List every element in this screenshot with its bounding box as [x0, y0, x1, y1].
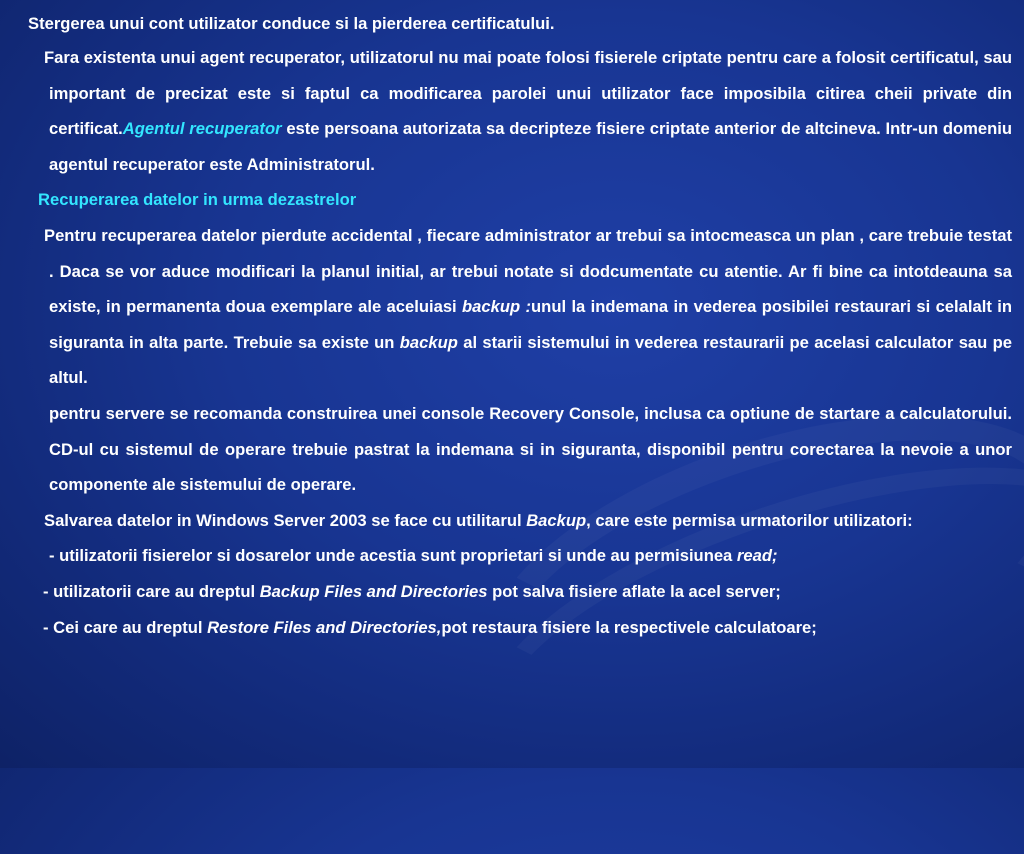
paragraph-text: Pentru recuperarea datelor pierdute accidental , fiecare administrator ar trebui sa intocmeasca un plan , care trebuie testat . Daca se vor aduce modificari la planul initial, ar trebui notate si dodcumentate cu atentie. Ar fi bine ca intotdeauna sa existe, in permanenta doua exemplare ale aceluiasi — [44, 225, 1012, 317]
backup-term: backup : — [462, 297, 532, 317]
paragraph-text: Fara existenta unui agent recuperator, utilizatorul nu mai poate folosi fisierele criptate pentru care a folosit certificatul, sau important de precizat este si faptul ca modificarea parolei unui utilizator face imposibila citirea cheii private din certificat. — [44, 48, 1012, 139]
intro-line — [28, 8, 1012, 40]
paragraph-text: pentru servere se recomanda construirea unei console Recovery Console, inclusa ca optiune de startare a calculatorului. CD-ul cu sistemul de operare trebuie pastrat la indemana si in siguranta, disponibil pentru corectarea la nevoie a unor componente ale sistemului de operare. — [49, 403, 1012, 495]
paragraph-text: este persoana autorizata sa decripteze fisiere criptate anterior de altcineva. Intr-un domeniu agentul recuperator este Administratorul. — [49, 119, 1012, 174]
right-term: Restore Files and Directories, — [207, 617, 442, 637]
paragraph-windows-backup — [44, 503, 1012, 539]
bullet-item-owners — [49, 538, 1012, 574]
bullet-item-restore-right — [43, 610, 1012, 646]
recovery-agent-term: Agentul recuperator — [122, 119, 282, 139]
bullet-text: pot salva fisiere aflate la acel server; — [487, 581, 781, 601]
right-term: Backup Files and Directories — [259, 581, 488, 601]
paragraph-text: , care este permisa urmatorilor utilizatori: — [586, 510, 913, 530]
bullet-item-backup-right — [43, 574, 1012, 610]
section-heading-text: Recuperarea datelor in urma dezastrelor — [38, 190, 357, 210]
backup-term: backup — [399, 332, 458, 352]
bullet-text: - utilizatorii care au dreptul — [43, 581, 260, 601]
paragraph-text: Salvarea datelor in Windows Server 2003 se face cu utilitarul — [44, 510, 527, 530]
section-heading — [38, 182, 1012, 218]
paragraph-text: al starii sistemului in vederea restaurarii pe acelasi calculator sau pe altul. — [49, 332, 1012, 388]
bullet-text: - Cei care au dreptul — [43, 617, 208, 637]
bullet-text: pot restaura fisiere la respectivele calculatoare; — [441, 617, 817, 637]
paragraph-disaster-plan — [44, 218, 1012, 396]
paragraph-text: unul la indemana in vederea posibilei restaurari si celalalt in siguranta in alta parte. Trebuie sa existe un — [49, 297, 1012, 352]
paragraph-recovery-console — [49, 396, 1012, 503]
intro-line-text: Stergerea unui cont utilizator conduce si la pierderea certificatului. — [28, 14, 555, 33]
bullet-text: - utilizatorii fisierelor si dosarelor unde acestia sunt proprietari si unde au permisiunea — [49, 546, 737, 566]
backup-utility-term: Backup — [526, 510, 587, 530]
permission-term: read; — [736, 546, 778, 566]
paragraph-recovery-agent — [44, 40, 1012, 182]
